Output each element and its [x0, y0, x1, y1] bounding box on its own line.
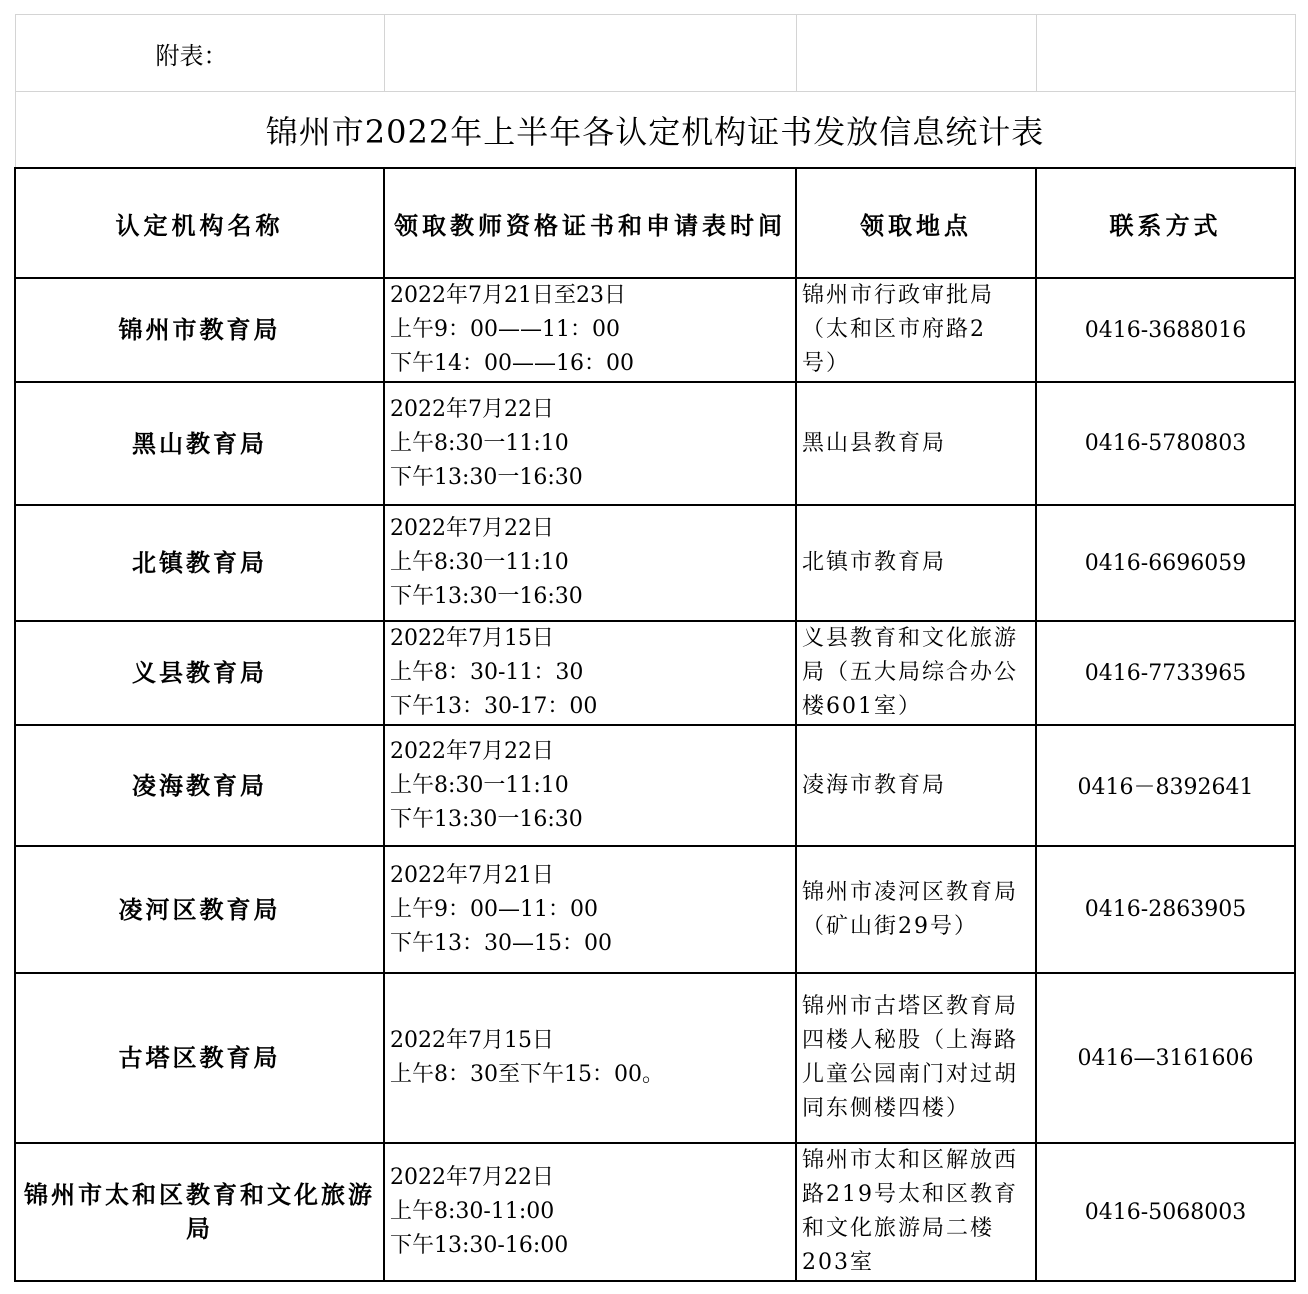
- table-row: [15, 973, 1295, 1143]
- pickup-time-line: 下午14：00——16：00: [390, 351, 634, 376]
- pickup-time: [384, 725, 796, 846]
- pickup-location: 黑山县教育局: [796, 382, 1036, 505]
- agency-name: 凌海教育局: [15, 725, 384, 846]
- pickup-time-line: 2022年7月22日: [390, 738, 554, 764]
- pickup-time-line: 上午8:30一11:10: [390, 772, 569, 798]
- pickup-time-line: 上午9：00—11：00: [390, 896, 598, 922]
- pickup-time: [384, 278, 796, 382]
- pickup-time-line: 2022年7月15日: [390, 1028, 554, 1053]
- certificate-distribution-table: [14, 14, 1296, 1282]
- pickup-time-line: 下午13：30—15：00: [390, 930, 612, 956]
- pickup-time: [384, 621, 796, 725]
- pickup-time-line: 下午13:30一16:30: [390, 584, 583, 609]
- contact-phone: 0416-3688016: [1036, 278, 1295, 382]
- pickup-time-line: 上午9：00——11：00: [390, 317, 620, 342]
- pickup-time: [384, 382, 796, 505]
- pickup-time-line: 上午8:30一11:10: [390, 430, 569, 456]
- pickup-time-line: 2022年7月21日至23日: [390, 283, 626, 308]
- pickup-time-line: 上午8:30一11:10: [390, 550, 569, 575]
- table-row: [15, 382, 1295, 505]
- contact-phone: 0416-2863905: [1036, 846, 1295, 973]
- pickup-location: 北镇市教育局: [796, 505, 1036, 621]
- table-row: [15, 505, 1295, 621]
- pickup-location: 锦州市行政审批局（太和区市府路2号）: [796, 278, 1036, 382]
- contact-phone: 0416-5780803: [1036, 382, 1295, 505]
- pickup-time: [384, 1143, 796, 1281]
- pickup-time-line: 2022年7月22日: [390, 1165, 554, 1190]
- table-row: [15, 1143, 1295, 1281]
- certificate-table-sheet: [14, 14, 1294, 1282]
- pickup-time-line: 下午13：30-17：00: [390, 694, 598, 719]
- header-contact: 联系方式: [1036, 168, 1295, 278]
- contact-phone: 0416-7733965: [1036, 621, 1295, 725]
- pickup-time-line: 2022年7月22日: [390, 516, 554, 541]
- header-place: 领取地点: [796, 168, 1036, 278]
- attachment-label: 附表：: [15, 15, 384, 92]
- pickup-time-line: 2022年7月22日: [390, 396, 554, 422]
- agency-name: 义县教育局: [15, 621, 384, 725]
- pickup-time-line: 上午8:30-11:00: [390, 1199, 555, 1224]
- empty-cell: [1036, 15, 1295, 92]
- pickup-location: 锦州市太和区解放西路219号太和区教育和文化旅游局二楼203室: [796, 1143, 1036, 1281]
- contact-phone: 0416-6696059: [1036, 505, 1295, 621]
- pickup-time: [384, 973, 796, 1143]
- pickup-time-line: 下午13:30一16:30: [390, 464, 583, 490]
- pickup-location: 义县教育和文化旅游局（五大局综合办公楼601室）: [796, 621, 1036, 725]
- pickup-time: [384, 505, 796, 621]
- attachment-row: [15, 15, 1295, 92]
- contact-phone: 0416—3161606: [1036, 973, 1295, 1143]
- pickup-time: [384, 846, 796, 973]
- contact-phone: 0416－8392641: [1036, 725, 1295, 846]
- table-title: 锦州市2022年上半年各认定机构证书发放信息统计表: [15, 92, 1295, 169]
- table-row: [15, 621, 1295, 725]
- header-time: 领取教师资格证书和申请表时间: [384, 168, 796, 278]
- header-row: [15, 168, 1295, 278]
- agency-name: 古塔区教育局: [15, 973, 384, 1143]
- pickup-location: 凌海市教育局: [796, 725, 1036, 846]
- pickup-time-line: 上午8：30-11：30: [390, 660, 584, 685]
- agency-name: 凌河区教育局: [15, 846, 384, 973]
- agency-name: 锦州市教育局: [15, 278, 384, 382]
- agency-name: 锦州市太和区教育和文化旅游局: [15, 1143, 384, 1281]
- table-row: [15, 278, 1295, 382]
- contact-phone: 0416-5068003: [1036, 1143, 1295, 1281]
- pickup-time-line: 2022年7月21日: [390, 862, 554, 888]
- table-row: [15, 725, 1295, 846]
- pickup-time-line: 上午8：30至下午15：00。: [390, 1062, 664, 1087]
- pickup-location: 锦州市凌河区教育局（矿山街29号）: [796, 846, 1036, 973]
- agency-name: 北镇教育局: [15, 505, 384, 621]
- table-row: [15, 846, 1295, 973]
- empty-cell: [796, 15, 1036, 92]
- agency-name: 黑山教育局: [15, 382, 384, 505]
- pickup-time-line: 2022年7月15日: [390, 626, 554, 651]
- pickup-time-line: 下午13:30-16:00: [390, 1233, 569, 1258]
- title-row: [15, 92, 1295, 169]
- pickup-time-line: 下午13:30一16:30: [390, 806, 583, 832]
- empty-cell: [384, 15, 796, 92]
- header-name: 认定机构名称: [15, 168, 384, 278]
- pickup-location: 锦州市古塔区教育局四楼人秘股（上海路儿童公园南门对过胡同东侧楼四楼）: [796, 973, 1036, 1143]
